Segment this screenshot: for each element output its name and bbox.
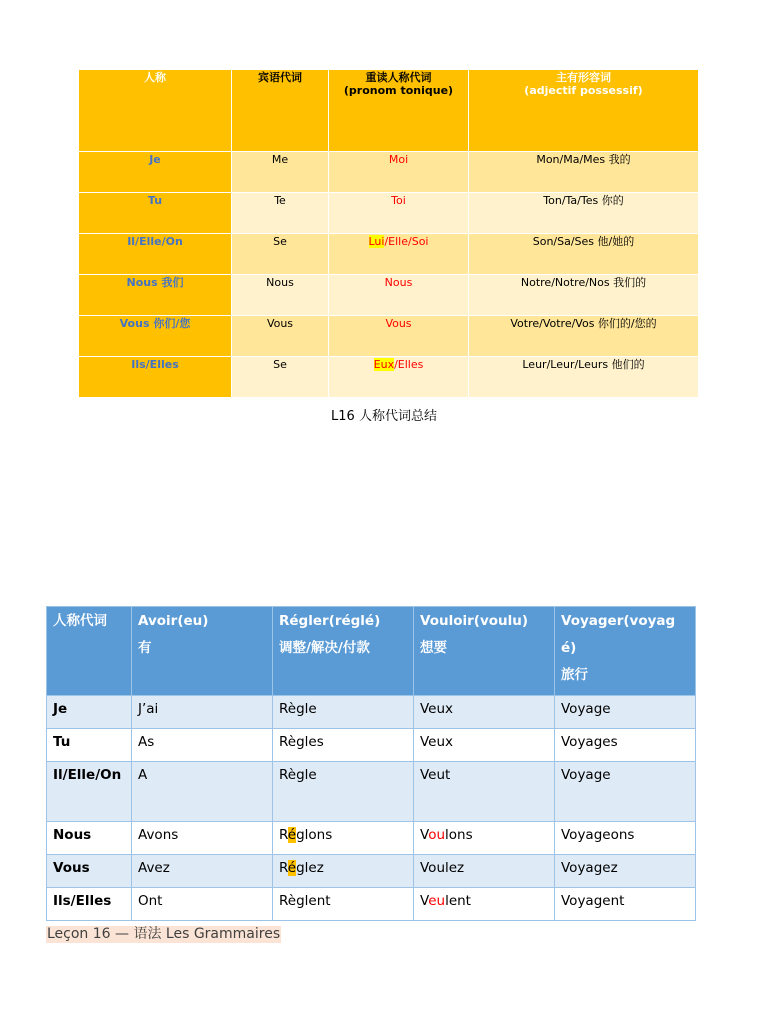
table1-caption: L16 人称代词总结 xyxy=(331,409,437,424)
tonic-cell xyxy=(329,234,469,275)
avoir-cell: J’ai xyxy=(132,696,273,729)
object-cell: Se xyxy=(232,357,329,398)
header-person: 人称 xyxy=(79,70,232,152)
regler-cell xyxy=(273,855,414,888)
verb-accent-highlight: é xyxy=(287,827,297,843)
verb-part: V xyxy=(420,827,429,843)
table-row xyxy=(79,193,699,234)
object-cell: Te xyxy=(232,193,329,234)
person-cell: Tu xyxy=(79,193,232,234)
voyager-cell: Voyage xyxy=(555,696,696,729)
regler-cell: Règle xyxy=(273,762,414,822)
vouloir-cell xyxy=(414,888,555,921)
object-cell: Vous xyxy=(232,316,329,357)
pronoun-cell: Ils/Elles xyxy=(47,888,132,921)
vouloir-cell xyxy=(414,822,555,855)
regler-cell: Règle xyxy=(273,696,414,729)
header-possessive-sub: (adjectif possessif) xyxy=(524,84,643,97)
header-line: 人称代词 xyxy=(53,613,107,629)
regler-cell: Règles xyxy=(273,729,414,762)
verb-part: lons xyxy=(445,827,473,843)
table-row xyxy=(79,234,699,275)
header-voyager xyxy=(555,607,696,696)
voyager-cell: Voyageons xyxy=(555,822,696,855)
object-cell: Nous xyxy=(232,275,329,316)
header-translation: 旅行 xyxy=(561,667,588,683)
header-avoir xyxy=(132,607,273,696)
pronoun-cell: Nous xyxy=(47,822,132,855)
table-header-row xyxy=(79,70,699,152)
header-translation: 想要 xyxy=(420,640,447,656)
verb-accent-highlight: é xyxy=(287,860,297,876)
vouloir-cell: Veux xyxy=(414,729,555,762)
table-row xyxy=(79,316,699,357)
vouloir-cell: Veut xyxy=(414,762,555,822)
table-row xyxy=(79,275,699,316)
table-row xyxy=(79,357,699,398)
table-row xyxy=(47,888,696,921)
possessive-cell: Mon/Ma/Mes 我的 xyxy=(469,152,699,193)
table-header-row xyxy=(47,607,696,696)
header-line: Voyager(voyagé) xyxy=(561,613,676,656)
avoir-cell: Ont xyxy=(132,888,273,921)
pronoun-summary-table xyxy=(78,69,699,398)
verb-part: R xyxy=(279,827,288,843)
regler-cell xyxy=(273,822,414,855)
person-cell: Ils/Elles xyxy=(79,357,232,398)
person-cell: Il/Elle/On xyxy=(79,234,232,275)
voyager-cell: Voyagez xyxy=(555,855,696,888)
pronoun-cell: Il/Elle/On xyxy=(47,762,132,822)
voyager-cell: Voyages xyxy=(555,729,696,762)
person-cell: Vous 你们/您 xyxy=(79,316,232,357)
avoir-cell: Avons xyxy=(132,822,273,855)
header-translation: 有 xyxy=(138,640,152,656)
verb-part: V xyxy=(420,893,429,909)
header-line: Avoir(eu) xyxy=(138,613,209,629)
header-line: Vouloir(voulu) xyxy=(420,613,529,629)
tonic-cell: Vous xyxy=(329,316,469,357)
tonic-rest: /Elle/Soi xyxy=(384,235,429,248)
pronoun-cell: Tu xyxy=(47,729,132,762)
pronoun-cell: Vous xyxy=(47,855,132,888)
verb-part: R xyxy=(279,860,288,876)
table-row xyxy=(79,152,699,193)
header-line: Régler(réglé) xyxy=(279,613,381,629)
tonic-highlight: Eux xyxy=(373,358,395,371)
possessive-cell: Votre/Votre/Vos 你们的/您的 xyxy=(469,316,699,357)
header-pronoun xyxy=(47,607,132,696)
object-cell: Me xyxy=(232,152,329,193)
table-row xyxy=(47,696,696,729)
avoir-cell: A xyxy=(132,762,273,822)
header-translation: 调整/解决/付款 xyxy=(279,640,370,656)
header-tonic-title: 重读人称代词 xyxy=(365,71,432,84)
possessive-cell: Son/Sa/Ses 他/她的 xyxy=(469,234,699,275)
tonic-cell: Toi xyxy=(329,193,469,234)
tonic-cell: Moi xyxy=(329,152,469,193)
person-cell: Je xyxy=(79,152,232,193)
voyager-cell: Voyage xyxy=(555,762,696,822)
table-row xyxy=(47,822,696,855)
pronoun-cell: Je xyxy=(47,696,132,729)
vouloir-cell: Veux xyxy=(414,696,555,729)
regler-cell: Règlent xyxy=(273,888,414,921)
header-possessive-adjective xyxy=(469,70,699,152)
table-row xyxy=(47,762,696,822)
object-cell: Se xyxy=(232,234,329,275)
verb-stem-highlight: ou xyxy=(428,827,446,843)
possessive-cell: Notre/Notre/Nos 我们的 xyxy=(469,275,699,316)
conjugation-table xyxy=(46,606,696,921)
avoir-cell: Avez xyxy=(132,855,273,888)
header-vouloir xyxy=(414,607,555,696)
tonic-cell: Nous xyxy=(329,275,469,316)
table2-caption: Leçon 16 — 语法 Les Grammaires xyxy=(47,926,281,942)
header-object-pronoun: 宾语代词 xyxy=(232,70,329,152)
table-row xyxy=(47,855,696,888)
verb-part: glez xyxy=(296,860,324,876)
header-regler xyxy=(273,607,414,696)
verb-part: lent xyxy=(445,893,471,909)
voyager-cell: Voyagent xyxy=(555,888,696,921)
header-tonic-sub: (pronom tonique) xyxy=(343,84,454,97)
person-cell: Nous 我们 xyxy=(79,275,232,316)
table-row xyxy=(47,729,696,762)
tonic-highlight: Lui xyxy=(368,235,385,248)
avoir-cell: As xyxy=(132,729,273,762)
verb-stem-highlight: eu xyxy=(428,893,446,909)
header-tonic-pronoun xyxy=(329,70,469,152)
tonic-cell xyxy=(329,357,469,398)
tonic-rest: /Elles xyxy=(394,358,424,371)
vouloir-cell: Voulez xyxy=(414,855,555,888)
possessive-cell: Ton/Ta/Tes 你的 xyxy=(469,193,699,234)
verb-part: glons xyxy=(296,827,333,843)
possessive-cell: Leur/Leur/Leurs 他们的 xyxy=(469,357,699,398)
header-possessive-title: 主有形容词 xyxy=(556,71,611,84)
